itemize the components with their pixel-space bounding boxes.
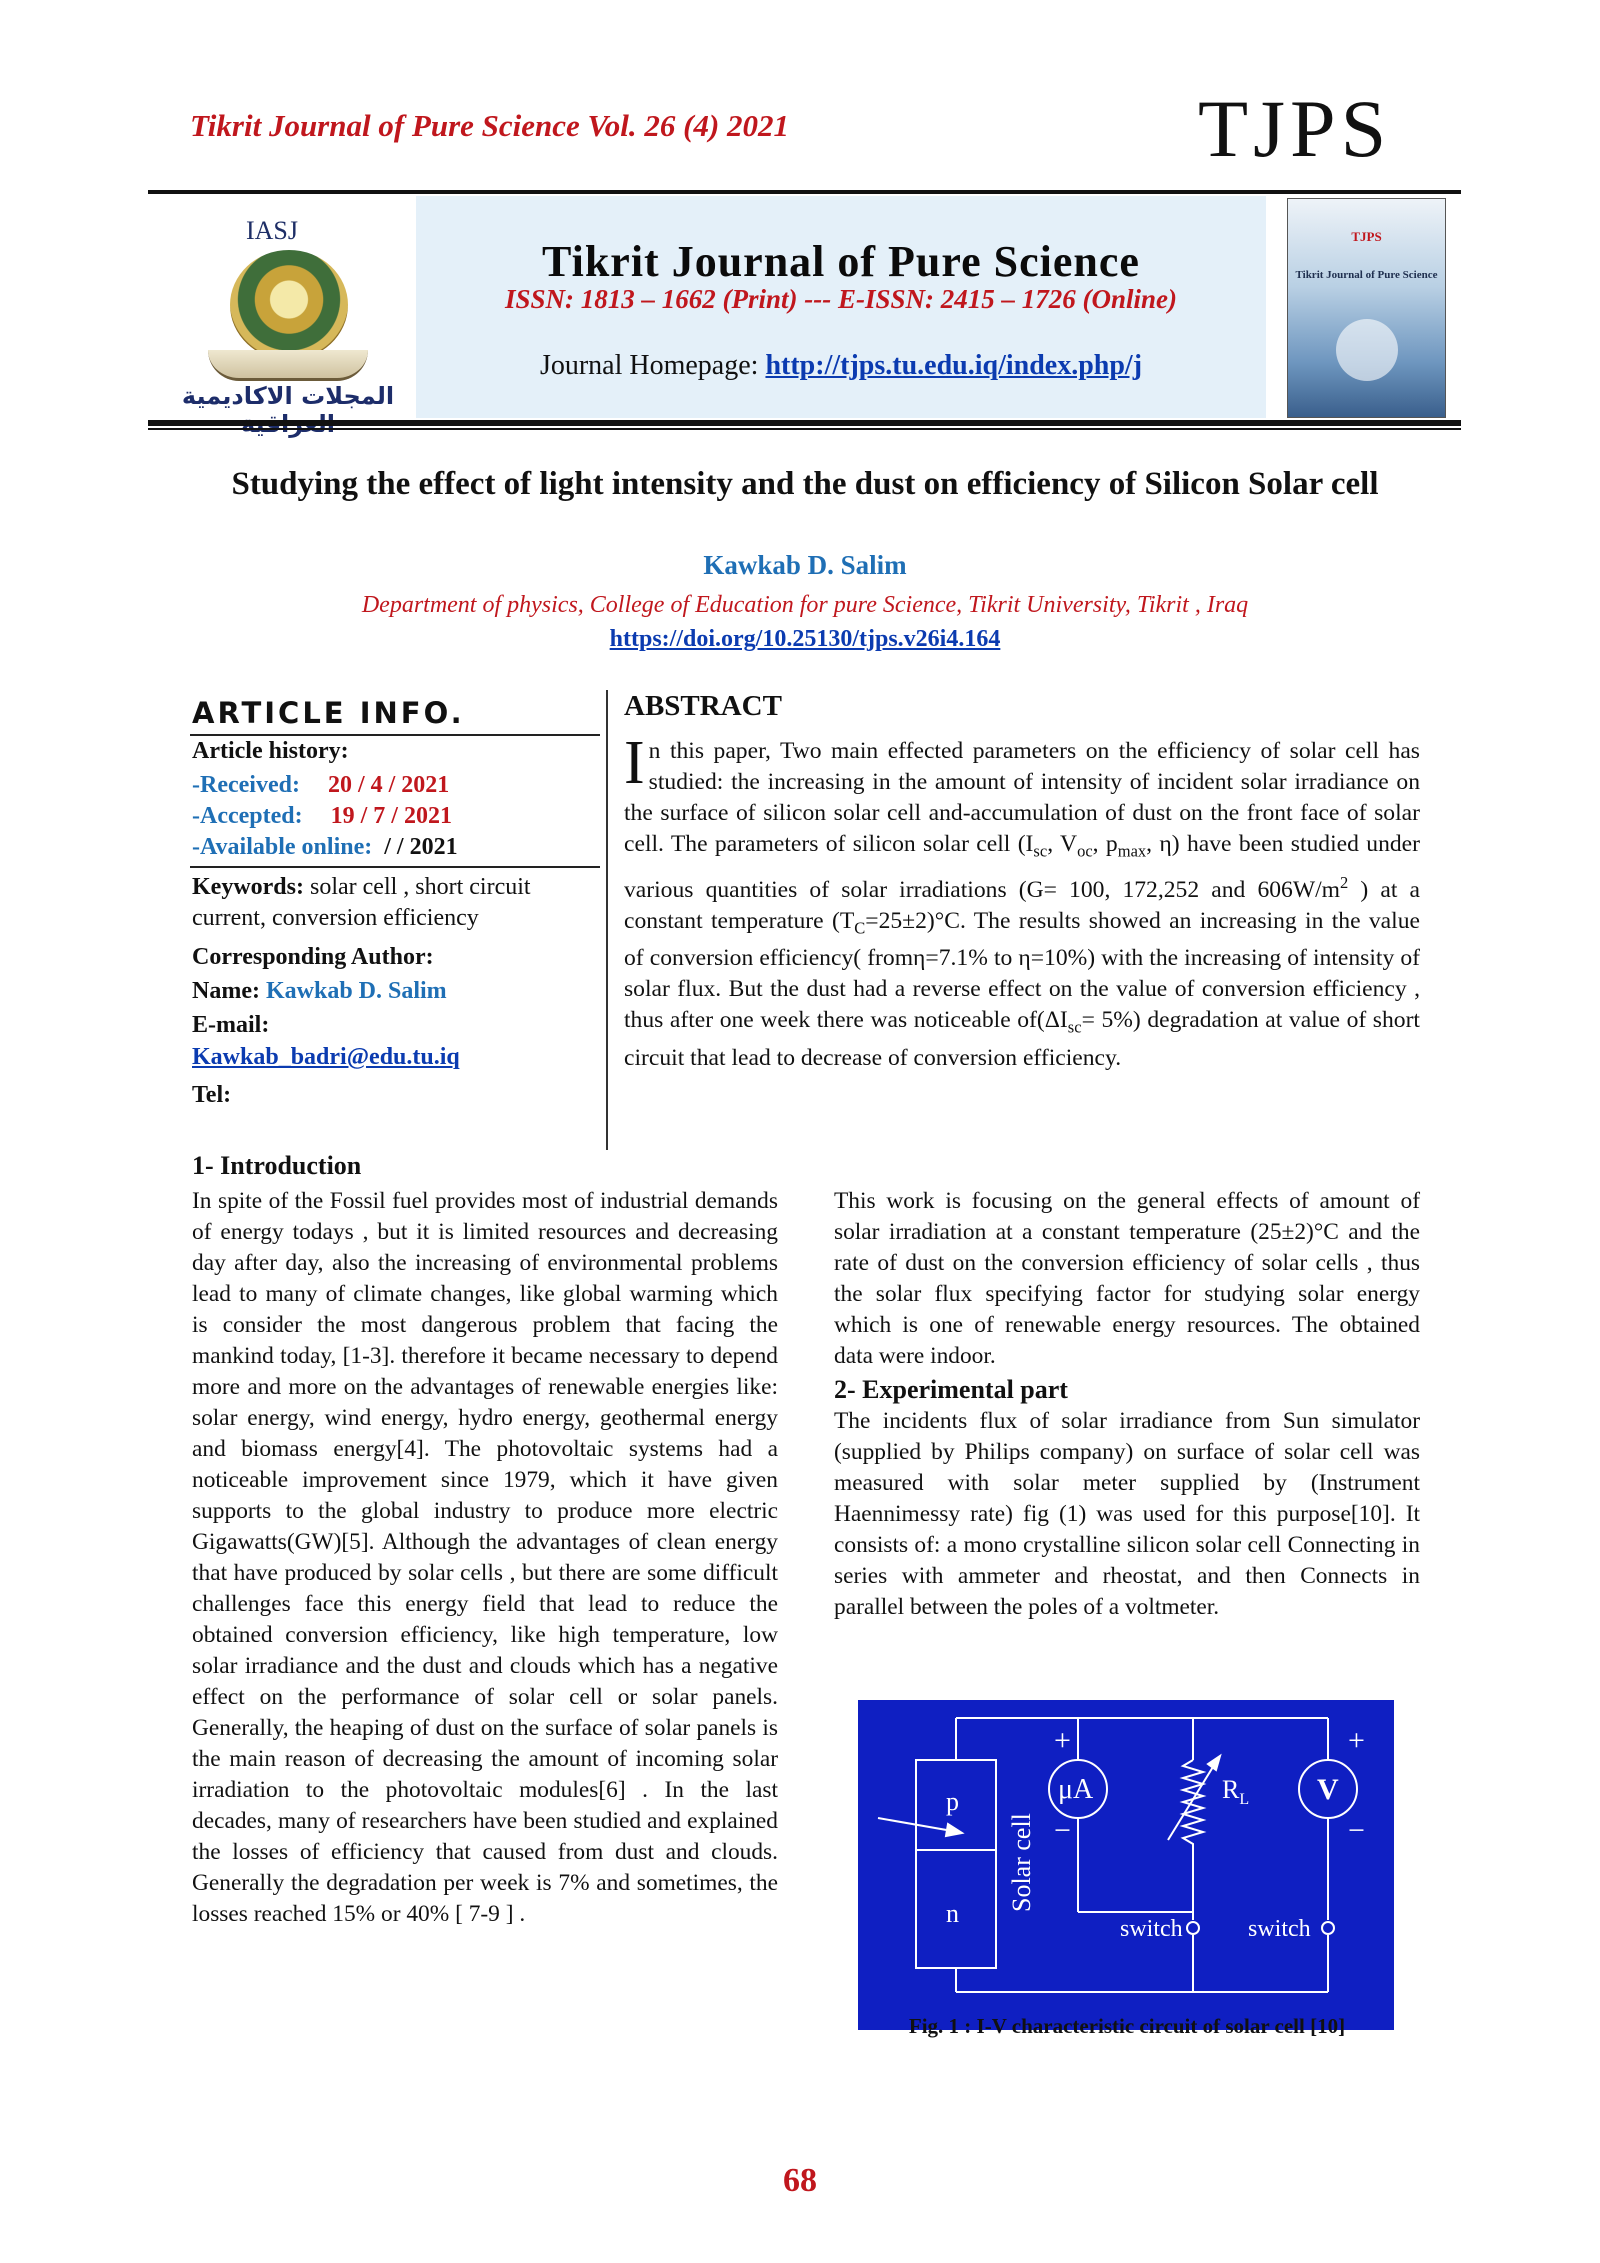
ammeter-plus: +	[1054, 1724, 1071, 1757]
received-date: 20 / 4 / 2021	[327, 772, 450, 798]
right-column	[834, 1186, 1420, 1623]
iasj-logo-text: IASJ	[246, 216, 299, 245]
n-region-label: n	[946, 1899, 959, 1928]
switch1-contact	[1187, 1922, 1199, 1934]
received-label: -Received:	[192, 772, 300, 798]
cover-emblem-icon	[1336, 319, 1398, 381]
tel-label: Tel:	[192, 1082, 232, 1108]
cover-subtitle: Tikrit Journal of Pure Science	[1295, 269, 1438, 281]
journal-volume-line: Tikrit Journal of Pure Science Vol. 26 (4) 2021	[190, 108, 790, 143]
experimental-text: The incidents flux of solar irradiance from Sun simulator (supplied by Philips company) on surface of solar cell was measured with solar meter supplied by (Instrument Haennimessy rate) fig (1) was used for this purpose[10]. It consists of: a mono crystalline silicon solar cell Connecting in series with ammeter and rheostat, and then Connects in parallel between the poles of a voltmeter.	[834, 1408, 1420, 1620]
article-history-label: Article history:	[192, 738, 349, 764]
available-date: / / 2021	[384, 834, 458, 860]
circuit-figure	[858, 1700, 1394, 2030]
ammeter-label: μA	[1058, 1774, 1094, 1805]
corresponding-author-label: Corresponding Author:	[192, 944, 434, 970]
accepted-row	[192, 803, 452, 830]
name-label: Name:	[192, 978, 266, 1004]
solar-cell-label: Solar cell	[1007, 1813, 1036, 1912]
email-link[interactable]: Kawkab_badri@edu.tu.iq	[192, 1044, 460, 1070]
banner-issn: ISSN: 1813 – 1662 (Print) --- E-ISSN: 2415 – 1726 (Online)	[504, 284, 1178, 314]
accepted-label: -Accepted:	[192, 803, 303, 829]
switch2-label: switch	[1248, 1916, 1311, 1942]
introduction-continued: This work is focusing on the general effects of amount of solar irradiation at a constant temperature (25±2)°C and the rate of dust on the conversion efficiency of solar cells , thus the solar flux specifying factor for studying solar energy which is one of renewable energy resources. The obtained data were indoor.	[834, 1188, 1420, 1369]
switch2-contact	[1322, 1922, 1334, 1934]
voltmeter-label: V	[1317, 1773, 1339, 1806]
author-name: Kawkab D. Salim	[703, 550, 907, 580]
keywords	[192, 872, 604, 934]
banner-bottom-rule-thin	[148, 428, 1461, 430]
voltmeter-plus: +	[1348, 1724, 1365, 1757]
rheostat-arrow-head	[1208, 1756, 1220, 1770]
ammeter-minus: −	[1054, 1814, 1071, 1847]
email-label: E-mail:	[192, 1012, 270, 1038]
light-arrow-line	[878, 1818, 958, 1832]
voltmeter-minus: −	[1348, 1814, 1365, 1847]
doi-link[interactable]: https://doi.org/10.25130/tjps.v26i4.164	[609, 626, 1001, 652]
abstract-text: In this paper, Two main effected parameters on the efficiency of solar cell has studied: the increasing in the amount of intensity of incident solar irradiance on the surface of silicon solar cell and-accumulation of dust on the front face of solar cell. The parameters of silicon solar cell ($I_{sc}$, $V_{oc}$, $p_{max}$, η) have been studied under various quantities of solar irradiations (G= 100, 172,252 and $606W/m^2$ ) at a constant temperature $(T_C=25\pm 2)^\circ C$. The results showed an increasing in the value of conversion efficiency( fromη=7.1% to η=10%) with the increasing of intensity of solar flux. But the dust had a reverse effect on the value of conversion efficiency , thus after one week there was noticeable $of(\Delta I_{sc}= 5\%)$ degradation at value of short circuit that lead to decrease of conversion efficiency.	[624, 729, 1420, 1072]
banner-journal-title: Tikrit Journal of Pure Science	[542, 237, 1140, 286]
column-divider	[606, 690, 608, 1150]
switch1-label: switch	[1120, 1916, 1183, 1942]
paper-title: Studying the effect of light intensity and the dust on efficiency of Silicon Solar cell	[231, 466, 1379, 502]
introduction-text: In spite of the Fossil fuel provides most of industrial demands of energy todays , but it is limited resources and decreasing day after day, also the increasing of environmental problems lead to many of climate changes, like global warming which is consider the most dangerous problem that facing the mankind today, [1-3]. therefore it became necessary to depend more and more on the advantages of renewable energies like: solar energy, wind energy, hydro energy, geothermal energy and biomass energy[4]. The photovoltaic systems had a noticeable improvement since 1979, which it have given supports to the global industry to produce more electric Gigawatts(GW)[5]. Although the advantages of clean energy that have produced by solar cells , but there are some difficult challenges face this energy field that lead to reduce the obtained conversion efficiency, like high temperature, low solar irradiance and the dust and clouds which has a negative effect on the performance of solar cell or solar panels. Generally, the heaping of dust on the surface of solar panels is the main reason of decreasing the amount of incoming solar irradiation to the photovoltaic modules[6] . In the last decades, many of researchers have been studied and explained the losses of efficiency that caused from dust and clouds. Generally the degradation per week is 7% and sometimes, the losses reached 15% or 40% [ 7-9 ] .	[192, 1188, 778, 1927]
load-label: $R_L$	[1222, 1775, 1250, 1808]
abstract-heading: ABSTRACT	[624, 690, 782, 722]
circuit-diagram	[858, 1700, 1394, 2030]
abstract-dropcap: I	[624, 729, 645, 797]
p-region-label: p	[946, 1787, 959, 1816]
cover-title: TJPS	[1351, 229, 1382, 244]
tjps-logo: TJPS	[1198, 83, 1392, 174]
open-book-icon	[208, 350, 368, 381]
author-affiliation: Department of physics, College of Education for pure Science, Tikrit University, Tikrit , Iraq	[361, 592, 1249, 618]
banner-bottom-rule	[148, 420, 1461, 426]
homepage-label: Journal Homepage:	[539, 350, 766, 381]
homepage-link[interactable]: http://tjps.tu.edu.iq/index.php/j	[765, 350, 1143, 381]
iasj-logo	[168, 200, 408, 410]
journal-homepage	[416, 350, 1266, 382]
iasj-seal-icon	[230, 250, 348, 360]
accepted-date: 19 / 7 / 2021	[330, 803, 452, 829]
figure-caption: Fig. 1 : I-V characteristic circuit of solar cell [10]	[908, 2014, 1346, 2038]
iasj-arabic-text: المجلات الاكاديمية	[181, 382, 395, 410]
name-value: Kawkab D. Salim	[265, 978, 447, 1004]
article-info-rule	[190, 734, 600, 736]
keywords-label: Keywords:	[192, 874, 304, 900]
article-info-heading: ARTICLE INFO.	[192, 696, 465, 730]
journal-cover-image	[1287, 198, 1446, 418]
received-row	[192, 772, 449, 799]
available-row	[192, 834, 458, 861]
keywords-value: solar cell , short circuit current, conversion efficiency	[192, 874, 531, 931]
introduction-heading: 1- Introduction	[192, 1151, 362, 1180]
light-arrow-head	[946, 1824, 962, 1836]
page-number: 68	[783, 2162, 817, 2199]
rheostat-zigzag	[1183, 1760, 1203, 1850]
article-info-rule-2	[190, 866, 600, 868]
author-name-row	[192, 978, 447, 1005]
available-label: -Available online:	[192, 834, 373, 860]
experimental-heading: 2- Experimental part	[834, 1375, 1068, 1404]
